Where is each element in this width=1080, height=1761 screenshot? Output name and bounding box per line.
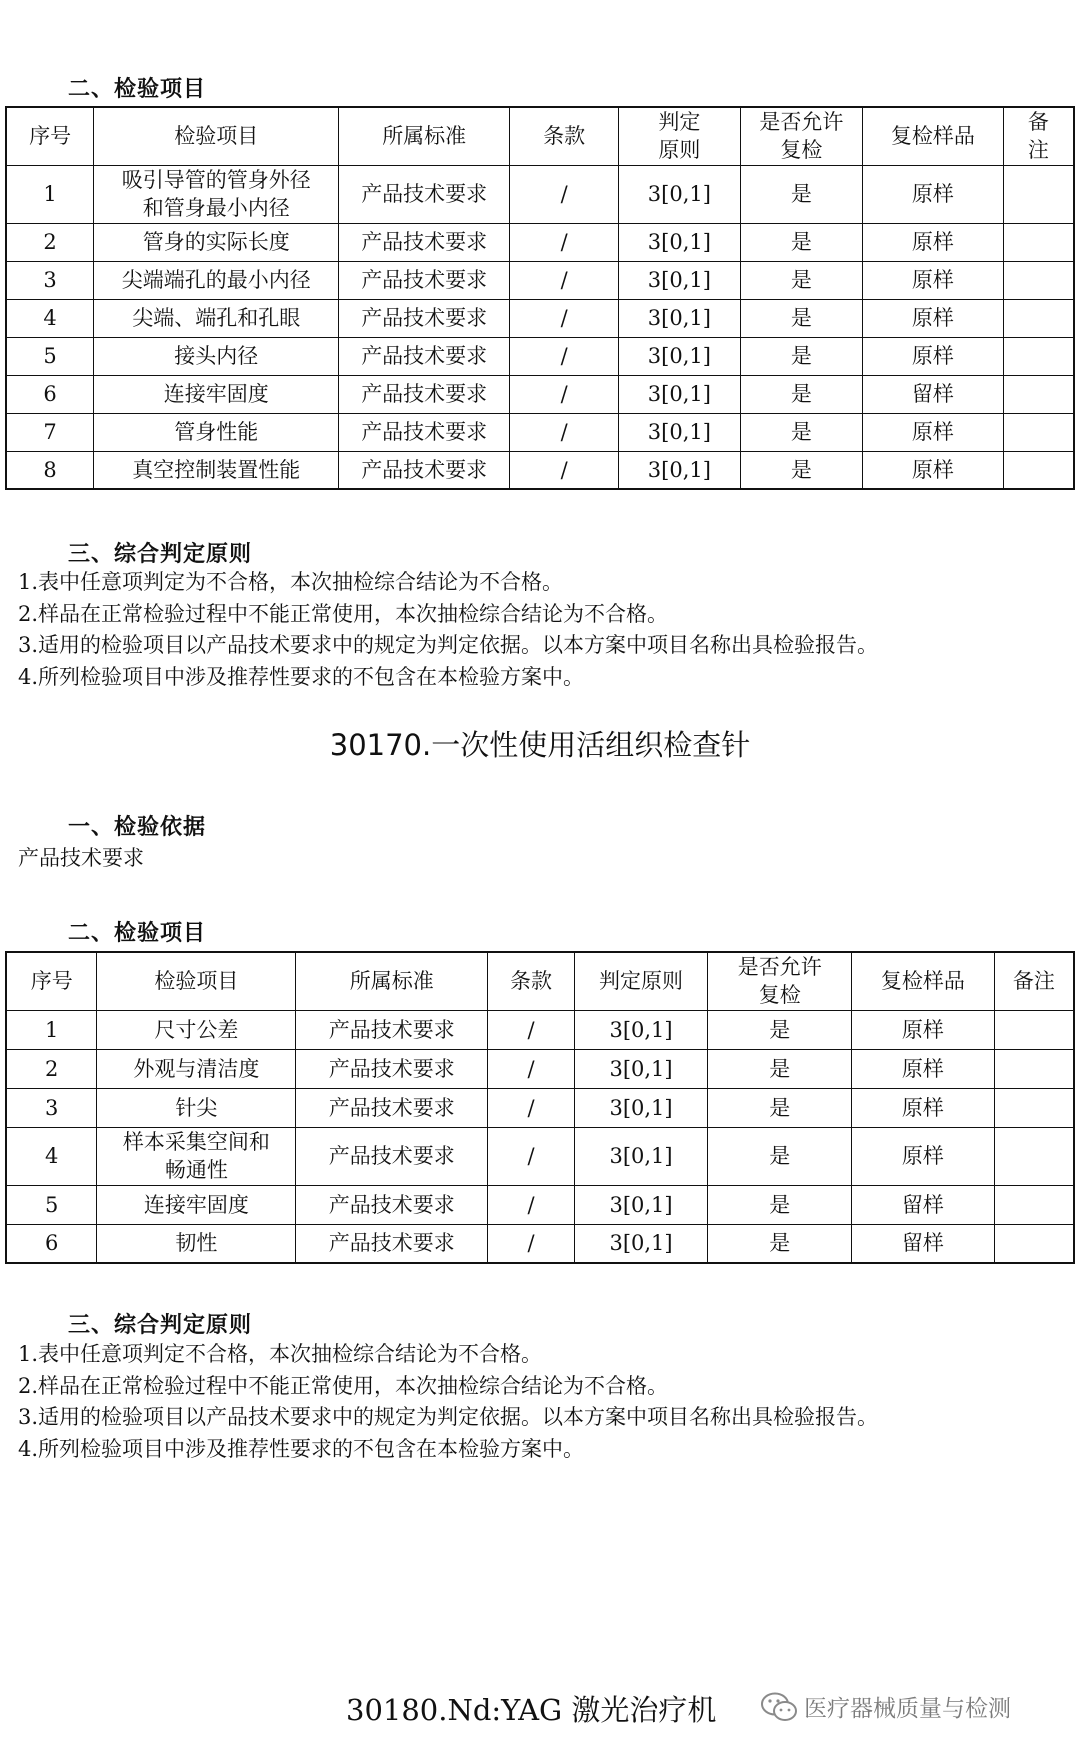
table-cell: / bbox=[488, 1127, 574, 1185]
table-cell bbox=[1003, 165, 1074, 223]
principle-item: 1.表中任意项判定为不合格，本次抽检综合结论为不合格。 bbox=[18, 570, 564, 594]
table-cell: 原样 bbox=[863, 261, 1004, 299]
column-header: 备注 bbox=[994, 952, 1074, 1010]
table-cell: 尖端端孔的最小内径 bbox=[94, 261, 339, 299]
column-header: 复检样品 bbox=[852, 952, 995, 1010]
table-cell: 管身性能 bbox=[94, 413, 339, 451]
table-cell: 是 bbox=[740, 261, 863, 299]
table-cell: 是 bbox=[708, 1127, 852, 1185]
table-cell: 外观与清洁度 bbox=[97, 1049, 296, 1088]
table-cell: 3[0,1] bbox=[574, 1049, 708, 1088]
column-header: 序号 bbox=[6, 952, 97, 1010]
column-header: 检验项目 bbox=[94, 107, 339, 165]
table-cell: 是 bbox=[740, 375, 863, 413]
table-cell: 产品技术要求 bbox=[296, 1127, 488, 1185]
table-cell: 产品技术要求 bbox=[339, 375, 510, 413]
principle-item: 3.适用的检验项目以产品技术要求中的规定为判定依据。以本方案中项目名称出具检验报告。 bbox=[18, 633, 879, 657]
table-cell: / bbox=[488, 1185, 574, 1224]
table-row bbox=[6, 1049, 1074, 1088]
table-cell bbox=[1003, 375, 1074, 413]
table-cell: 6 bbox=[6, 1224, 97, 1263]
table-cell: 连接牢固度 bbox=[94, 375, 339, 413]
table-cell: 管身的实际长度 bbox=[94, 223, 339, 261]
table-cell: 7 bbox=[6, 413, 94, 451]
table-cell: 原样 bbox=[863, 165, 1004, 223]
table-cell: 是 bbox=[740, 451, 863, 489]
table-cell: 产品技术要求 bbox=[296, 1010, 488, 1049]
table-cell: 3[0,1] bbox=[619, 299, 740, 337]
table-row bbox=[6, 375, 1074, 413]
table-cell bbox=[1003, 451, 1074, 489]
table-cell bbox=[1003, 299, 1074, 337]
table-cell: 3[0,1] bbox=[619, 337, 740, 375]
principle-item: 4.所列检验项目中涉及推荐性要求的不包含在本检验方案中。 bbox=[18, 664, 585, 689]
table-cell: 留样 bbox=[852, 1224, 995, 1263]
table-cell: 3[0,1] bbox=[619, 413, 740, 451]
table-cell: 是 bbox=[708, 1185, 852, 1224]
table-cell: / bbox=[488, 1088, 574, 1127]
table-cell: 产品技术要求 bbox=[296, 1224, 488, 1263]
table-cell: 3[0,1] bbox=[574, 1224, 708, 1263]
table-cell: 针尖 bbox=[97, 1088, 296, 1127]
table-row bbox=[6, 165, 1074, 223]
table-cell: 3[0,1] bbox=[574, 1010, 708, 1049]
table-row bbox=[6, 451, 1074, 489]
section2-principles-heading: 三、综合判定原则 bbox=[68, 1313, 253, 1338]
table-cell: / bbox=[488, 1049, 574, 1088]
table-row bbox=[6, 299, 1074, 337]
table-cell: 是 bbox=[708, 1049, 852, 1088]
table-cell bbox=[994, 1185, 1074, 1224]
table-cell: 样本采集空间和 畅通性 bbox=[97, 1127, 296, 1185]
table-row bbox=[6, 1185, 1074, 1224]
table-cell: 尖端、端孔和孔眼 bbox=[94, 299, 339, 337]
table-cell: / bbox=[488, 1010, 574, 1049]
table-cell: 4 bbox=[6, 1127, 97, 1185]
inspection-items-table-2 bbox=[5, 951, 1075, 1264]
principle-item: 3.适用的检验项目以产品技术要求中的规定为判定依据。以本方案中项目名称出具检验报告。 bbox=[18, 1405, 879, 1429]
table-cell: 原样 bbox=[852, 1010, 995, 1049]
watermark-text: 医疗器械质量与检测 bbox=[804, 1696, 1011, 1722]
column-header: 序号 bbox=[6, 107, 94, 165]
section1-principles-heading: 三、综合判定原则 bbox=[68, 542, 253, 567]
table-cell: 产品技术要求 bbox=[339, 451, 510, 489]
table-cell: 原样 bbox=[863, 413, 1004, 451]
column-header: 所属标准 bbox=[296, 952, 488, 1010]
table-cell: 是 bbox=[740, 337, 863, 375]
section1-principles-list bbox=[18, 567, 1058, 693]
table-header-row bbox=[6, 952, 1074, 1010]
section2-items-heading: 二、检验项目 bbox=[68, 921, 207, 946]
table-cell: 3[0,1] bbox=[619, 261, 740, 299]
table-row bbox=[6, 1127, 1074, 1185]
table-cell: 连接牢固度 bbox=[97, 1185, 296, 1224]
table-cell: 4 bbox=[6, 299, 94, 337]
table-cell: 3[0,1] bbox=[619, 451, 740, 489]
table-row bbox=[6, 1224, 1074, 1263]
table-cell: 5 bbox=[6, 337, 94, 375]
table-cell bbox=[994, 1088, 1074, 1127]
table-row bbox=[6, 1088, 1074, 1127]
table-cell: / bbox=[510, 413, 619, 451]
table-cell: 3[0,1] bbox=[574, 1127, 708, 1185]
column-header: 检验项目 bbox=[97, 952, 296, 1010]
column-header: 是否允许 复检 bbox=[740, 107, 863, 165]
table-cell: 3 bbox=[6, 1088, 97, 1127]
table-row bbox=[6, 1010, 1074, 1049]
table-cell: 1 bbox=[6, 1010, 97, 1049]
table-cell: 是 bbox=[708, 1224, 852, 1263]
table-cell: 接头内径 bbox=[94, 337, 339, 375]
table-cell: 真空控制装置性能 bbox=[94, 451, 339, 489]
table-cell: 产品技术要求 bbox=[296, 1049, 488, 1088]
table-cell: 产品技术要求 bbox=[339, 165, 510, 223]
principle-item: 2.样品在正常检验过程中不能正常使用，本次抽检综合结论为不合格。 bbox=[18, 1373, 669, 1398]
table-cell: 留样 bbox=[852, 1185, 995, 1224]
table-cell: 原样 bbox=[852, 1088, 995, 1127]
table-cell: / bbox=[510, 223, 619, 261]
column-header: 条款 bbox=[510, 107, 619, 165]
section2-title: 30170.一次性使用活组织检查针 bbox=[329, 728, 751, 762]
column-header: 条款 bbox=[488, 952, 574, 1010]
table-cell: 3[0,1] bbox=[619, 165, 740, 223]
wechat-icon bbox=[760, 1691, 798, 1723]
table-cell: 产品技术要求 bbox=[296, 1185, 488, 1224]
table-cell bbox=[1003, 261, 1074, 299]
column-header: 是否允许 复检 bbox=[708, 952, 852, 1010]
table-cell: 1 bbox=[6, 165, 94, 223]
table-cell: 2 bbox=[6, 223, 94, 261]
principle-item: 2.样品在正常检验过程中不能正常使用，本次抽检综合结论为不合格。 bbox=[18, 601, 669, 626]
table-row bbox=[6, 337, 1074, 375]
column-header: 备 注 bbox=[1003, 107, 1074, 165]
watermark bbox=[760, 1690, 1011, 1723]
table-cell: 原样 bbox=[863, 299, 1004, 337]
table-cell: 3[0,1] bbox=[574, 1088, 708, 1127]
section2-basis-text: 产品技术要求 bbox=[18, 846, 144, 870]
table-cell bbox=[1003, 413, 1074, 451]
section3-title: 30180.Nd:YAG 激光治疗机 bbox=[346, 1693, 717, 1727]
table-cell bbox=[1003, 223, 1074, 261]
table-cell: / bbox=[510, 375, 619, 413]
column-header: 判定原则 bbox=[574, 952, 708, 1010]
principle-item: 4.所列检验项目中涉及推荐性要求的不包含在本检验方案中。 bbox=[18, 1436, 585, 1461]
table-cell: 原样 bbox=[852, 1049, 995, 1088]
inspection-items-table-1 bbox=[5, 106, 1075, 490]
table-cell: 原样 bbox=[852, 1127, 995, 1185]
table-cell bbox=[994, 1010, 1074, 1049]
table-cell: 3[0,1] bbox=[619, 223, 740, 261]
table-cell: 5 bbox=[6, 1185, 97, 1224]
table-cell: / bbox=[488, 1224, 574, 1263]
table-cell: 产品技术要求 bbox=[339, 337, 510, 375]
table-cell: 是 bbox=[740, 413, 863, 451]
table-cell: 产品技术要求 bbox=[339, 413, 510, 451]
table-cell: 是 bbox=[740, 165, 863, 223]
table-cell: 产品技术要求 bbox=[339, 299, 510, 337]
table-header-row bbox=[6, 107, 1074, 165]
table-cell: / bbox=[510, 451, 619, 489]
table-cell bbox=[1003, 337, 1074, 375]
table-cell: / bbox=[510, 165, 619, 223]
column-header: 所属标准 bbox=[339, 107, 510, 165]
table-cell: 留样 bbox=[863, 375, 1004, 413]
section2-basis-heading: 一、检验依据 bbox=[68, 815, 207, 840]
principle-item: 1.表中任意项判定不合格，本次抽检综合结论为不合格。 bbox=[18, 1342, 543, 1366]
table-cell: 是 bbox=[708, 1010, 852, 1049]
table-cell: / bbox=[510, 299, 619, 337]
table-cell: 尺寸公差 bbox=[97, 1010, 296, 1049]
table-row bbox=[6, 261, 1074, 299]
table-cell: 8 bbox=[6, 451, 94, 489]
table-row bbox=[6, 413, 1074, 451]
table-cell: 是 bbox=[740, 223, 863, 261]
table-cell: 产品技术要求 bbox=[339, 261, 510, 299]
table-cell bbox=[994, 1049, 1074, 1088]
table-cell: 原样 bbox=[863, 223, 1004, 261]
table-cell: 3 bbox=[6, 261, 94, 299]
table-cell: 吸引导管的管身外径 和管身最小内径 bbox=[94, 165, 339, 223]
table-cell: 2 bbox=[6, 1049, 97, 1088]
column-header: 判定 原则 bbox=[619, 107, 740, 165]
table-cell: 产品技术要求 bbox=[296, 1088, 488, 1127]
column-header: 复检样品 bbox=[863, 107, 1004, 165]
table-cell: 3[0,1] bbox=[574, 1185, 708, 1224]
table-cell bbox=[994, 1127, 1074, 1185]
table-cell: 原样 bbox=[863, 451, 1004, 489]
table-cell: 6 bbox=[6, 375, 94, 413]
table-cell: / bbox=[510, 261, 619, 299]
table-cell: 韧性 bbox=[97, 1224, 296, 1263]
table-row bbox=[6, 223, 1074, 261]
table-cell: 是 bbox=[740, 299, 863, 337]
section1-items-heading: 二、检验项目 bbox=[68, 77, 207, 102]
table-cell: / bbox=[510, 337, 619, 375]
table-cell: 是 bbox=[708, 1088, 852, 1127]
table-cell: 3[0,1] bbox=[619, 375, 740, 413]
table-cell: 原样 bbox=[863, 337, 1004, 375]
table-cell bbox=[994, 1224, 1074, 1263]
section2-principles-list bbox=[18, 1339, 1058, 1465]
table-cell: 产品技术要求 bbox=[339, 223, 510, 261]
